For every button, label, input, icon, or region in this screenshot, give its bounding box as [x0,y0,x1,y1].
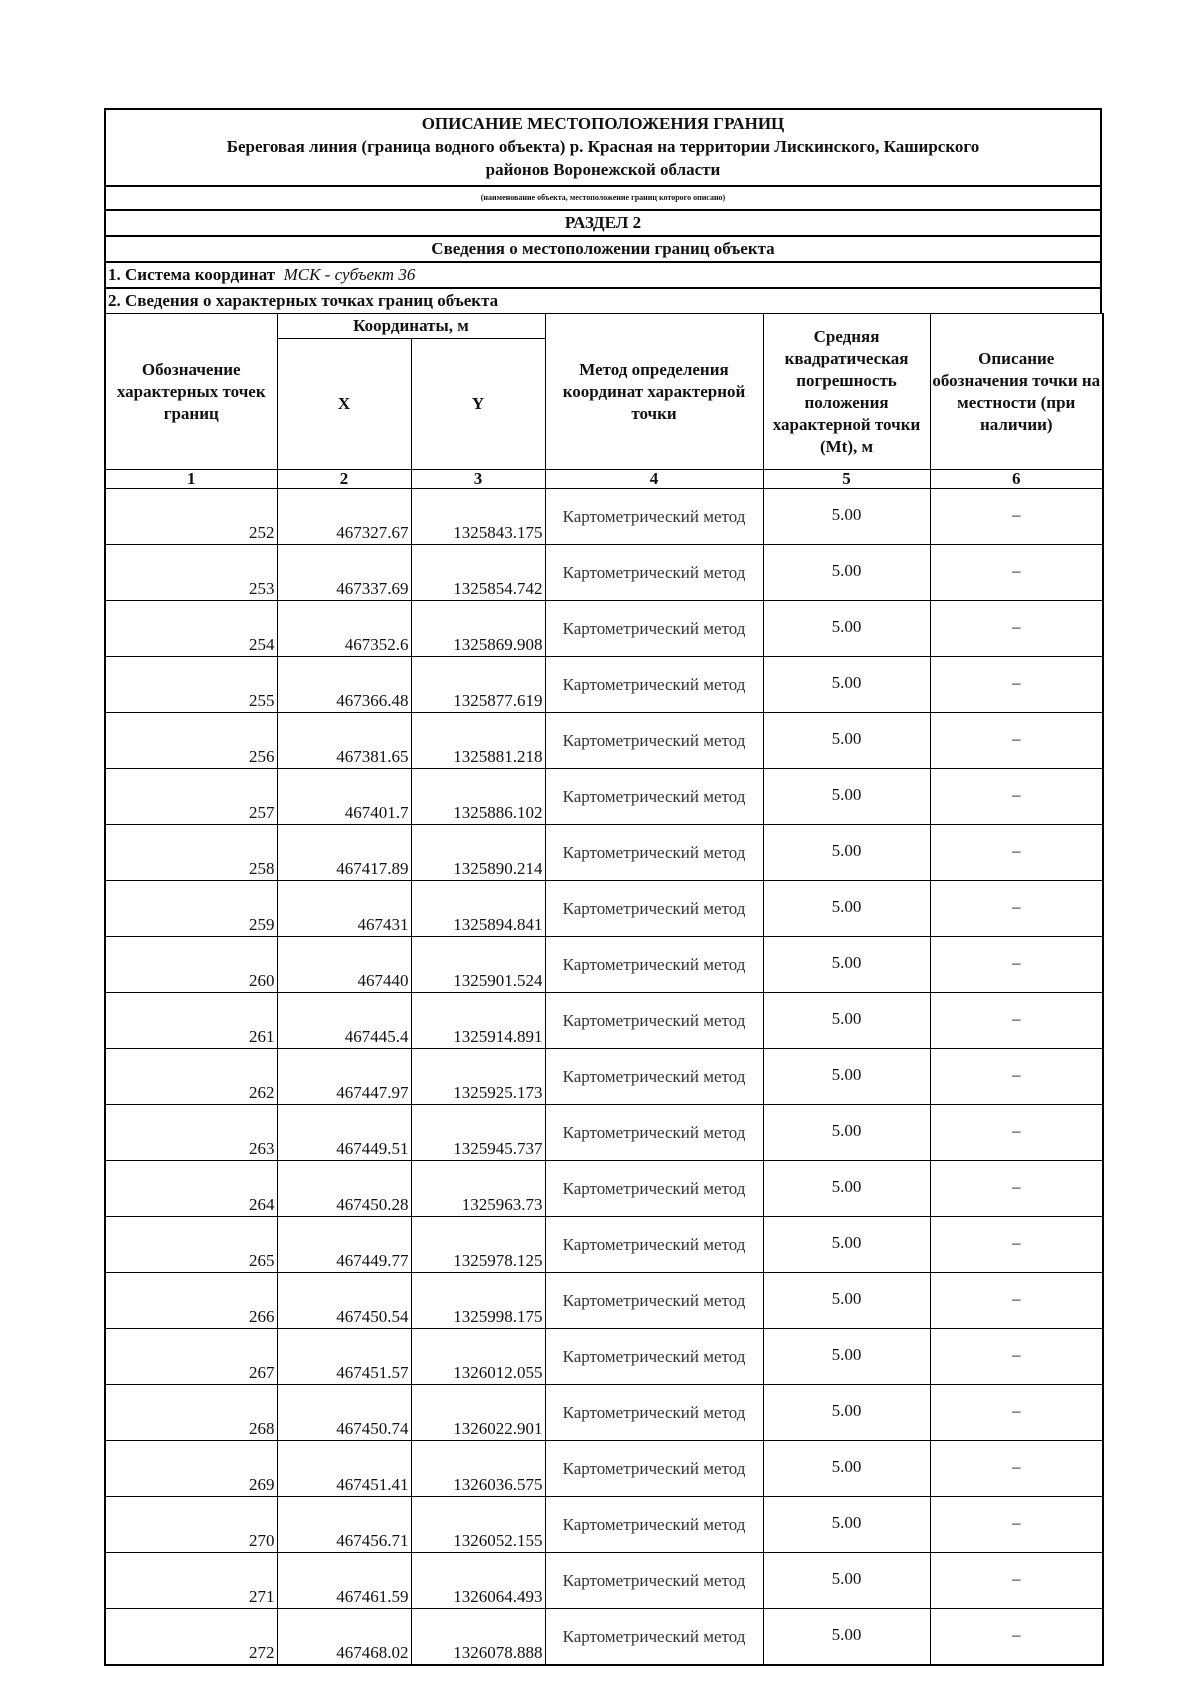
y-coordinate-cell: 1325963.73 [411,1161,545,1217]
column-number: 6 [930,470,1103,489]
point-number-cell: 262 [105,1049,277,1105]
mean-error-cell: 5.00 [763,1105,930,1161]
mean-error-cell: 5.00 [763,1329,930,1385]
method-cell: Картометрический метод [545,993,763,1049]
description-cell: – [930,489,1103,545]
x-coordinate-cell: 467401.7 [277,769,411,825]
method-cell: Картометрический метод [545,601,763,657]
description-cell: – [930,713,1103,769]
header-y: Y [411,339,545,470]
point-number-cell: 269 [105,1441,277,1497]
boundary-description-document [104,108,1102,1666]
y-coordinate-cell: 1325945.737 [411,1105,545,1161]
point-number-cell: 253 [105,545,277,601]
point-number-cell: 258 [105,825,277,881]
mean-error-cell: 5.00 [763,657,930,713]
header-coordinates: Координаты, м [277,314,545,339]
point-number-cell: 259 [105,881,277,937]
y-coordinate-cell: 1326064.493 [411,1553,545,1609]
method-cell: Картометрический метод [545,769,763,825]
table-row [105,993,1103,1049]
method-cell: Картометрический метод [545,1105,763,1161]
x-coordinate-cell: 467450.54 [277,1273,411,1329]
x-coordinate-cell: 467327.67 [277,489,411,545]
table-row [105,1273,1103,1329]
mean-error-cell: 5.00 [763,769,930,825]
mean-error-cell: 5.00 [763,937,930,993]
boundary-points-table [104,313,1104,1666]
x-coordinate-cell: 467449.51 [277,1105,411,1161]
description-cell: – [930,1161,1103,1217]
description-cell: – [930,601,1103,657]
mean-error-cell: 5.00 [763,1609,930,1666]
mean-error-cell: 5.00 [763,545,930,601]
x-coordinate-cell: 467450.74 [277,1385,411,1441]
mean-error-cell: 5.00 [763,1161,930,1217]
column-number-row [105,470,1103,489]
column-number: 5 [763,470,930,489]
x-coordinate-cell: 467461.59 [277,1553,411,1609]
method-cell: Картометрический метод [545,1049,763,1105]
y-coordinate-cell: 1326022.901 [411,1385,545,1441]
table-row [105,769,1103,825]
x-coordinate-cell: 467366.48 [277,657,411,713]
method-cell: Картометрический метод [545,1497,763,1553]
header-method: Метод определения координат характерной точки [545,314,763,470]
document-header [104,108,1102,313]
point-number-cell: 264 [105,1161,277,1217]
table-row [105,657,1103,713]
header-x: X [277,339,411,470]
table-row [105,1329,1103,1385]
table-row [105,1161,1103,1217]
method-cell: Картометрический метод [545,937,763,993]
description-cell: – [930,825,1103,881]
column-number: 2 [277,470,411,489]
mean-error-cell: 5.00 [763,993,930,1049]
table-row [105,1385,1103,1441]
x-coordinate-cell: 467431 [277,881,411,937]
section-title: Сведения о местоположении границ объекта [106,237,1100,263]
y-coordinate-cell: 1325894.841 [411,881,545,937]
description-cell: – [930,993,1103,1049]
table-row [105,881,1103,937]
y-coordinate-cell: 1325854.742 [411,545,545,601]
description-cell: – [930,1329,1103,1385]
table-row [105,825,1103,881]
method-cell: Картометрический метод [545,657,763,713]
table-row [105,1609,1103,1666]
description-cell: – [930,657,1103,713]
method-cell: Картометрический метод [545,1329,763,1385]
mean-error-cell: 5.00 [763,1217,930,1273]
table-row [105,1553,1103,1609]
point-number-cell: 268 [105,1385,277,1441]
y-coordinate-cell: 1325843.175 [411,489,545,545]
y-coordinate-cell: 1325881.218 [411,713,545,769]
description-cell: – [930,1553,1103,1609]
point-number-cell: 271 [105,1553,277,1609]
description-cell: – [930,937,1103,993]
method-cell: Картометрический метод [545,1441,763,1497]
x-coordinate-cell: 467417.89 [277,825,411,881]
column-number: 3 [411,470,545,489]
x-coordinate-cell: 467451.41 [277,1441,411,1497]
y-coordinate-cell: 1325886.102 [411,769,545,825]
mean-error-cell: 5.00 [763,1497,930,1553]
table-row [105,1049,1103,1105]
x-coordinate-cell: 467440 [277,937,411,993]
object-caption: (наименование объекта, местоположение границ которого описано) [106,187,1100,211]
column-number: 4 [545,470,763,489]
mean-error-cell: 5.00 [763,601,930,657]
table-row [105,713,1103,769]
point-number-cell: 267 [105,1329,277,1385]
x-coordinate-cell: 467337.69 [277,545,411,601]
coordinate-system-label: 1. Система координат [108,265,276,284]
description-cell: – [930,1105,1103,1161]
y-coordinate-cell: 1325914.891 [411,993,545,1049]
table-body [105,489,1103,1666]
point-number-cell: 256 [105,713,277,769]
document-title: ОПИСАНИЕ МЕСТОПОЛОЖЕНИЯ ГРАНИЦ [421,114,785,133]
method-cell: Картометрический метод [545,1385,763,1441]
mean-error-cell: 5.00 [763,1385,930,1441]
point-number-cell: 272 [105,1609,277,1666]
description-cell: – [930,1049,1103,1105]
mean-error-cell: 5.00 [763,1273,930,1329]
point-number-cell: 261 [105,993,277,1049]
title-block [106,110,1100,187]
description-cell: – [930,1497,1103,1553]
y-coordinate-cell: 1325869.908 [411,601,545,657]
point-number-cell: 263 [105,1105,277,1161]
table-row [105,937,1103,993]
y-coordinate-cell: 1325998.175 [411,1273,545,1329]
y-coordinate-cell: 1325978.125 [411,1217,545,1273]
point-number-cell: 255 [105,657,277,713]
y-coordinate-cell: 1326078.888 [411,1609,545,1666]
table-row [105,489,1103,545]
x-coordinate-cell: 467456.71 [277,1497,411,1553]
y-coordinate-cell: 1325925.173 [411,1049,545,1105]
table-row [105,545,1103,601]
point-number-cell: 257 [105,769,277,825]
y-coordinate-cell: 1325901.524 [411,937,545,993]
method-cell: Картометрический метод [545,713,763,769]
point-number-cell: 260 [105,937,277,993]
method-cell: Картометрический метод [545,1553,763,1609]
y-coordinate-cell: 1326012.055 [411,1329,545,1385]
header-point-designation: Обозначение характерных точек границ [105,314,277,470]
table-row [105,1497,1103,1553]
mean-error-cell: 5.00 [763,825,930,881]
description-cell: – [930,1273,1103,1329]
description-cell: – [930,769,1103,825]
x-coordinate-cell: 467352.6 [277,601,411,657]
mean-error-cell: 5.00 [763,1441,930,1497]
document-subtitle-line-1: Береговая линия (граница водного объекта) р. Красная на территории Лискинского, Каширского [226,137,980,156]
mean-error-cell: 5.00 [763,713,930,769]
description-cell: – [930,1217,1103,1273]
x-coordinate-cell: 467451.57 [277,1329,411,1385]
y-coordinate-cell: 1326036.575 [411,1441,545,1497]
point-number-cell: 266 [105,1273,277,1329]
x-coordinate-cell: 467450.28 [277,1161,411,1217]
y-coordinate-cell: 1325890.214 [411,825,545,881]
table-row [105,1217,1103,1273]
header-point-description: Описание обозначения точки на местности (при наличии) [930,314,1103,470]
mean-error-cell: 5.00 [763,489,930,545]
method-cell: Картометрический метод [545,1161,763,1217]
method-cell: Картометрический метод [545,1609,763,1666]
point-number-cell: 252 [105,489,277,545]
coordinate-system-line [106,263,1100,289]
x-coordinate-cell: 467468.02 [277,1609,411,1666]
section-number: РАЗДЕЛ 2 [106,211,1100,237]
table-row [105,1105,1103,1161]
description-cell: – [930,545,1103,601]
x-coordinate-cell: 467449.77 [277,1217,411,1273]
document-subtitle-line-2: районов Воронежской области [485,160,721,179]
method-cell: Картометрический метод [545,881,763,937]
method-cell: Картометрический метод [545,1273,763,1329]
points-section-label: 2. Сведения о характерных точках границ объекта [108,291,499,310]
method-cell: Картометрический метод [545,489,763,545]
table-row [105,601,1103,657]
coordinate-system-value: МСК - субъект 36 [283,265,416,284]
description-cell: – [930,1609,1103,1666]
method-cell: Картометрический метод [545,825,763,881]
y-coordinate-cell: 1325877.619 [411,657,545,713]
x-coordinate-cell: 467447.97 [277,1049,411,1105]
description-cell: – [930,1441,1103,1497]
column-number: 1 [105,470,277,489]
description-cell: – [930,881,1103,937]
point-number-cell: 265 [105,1217,277,1273]
x-coordinate-cell: 467445.4 [277,993,411,1049]
x-coordinate-cell: 467381.65 [277,713,411,769]
description-cell: – [930,1385,1103,1441]
mean-error-cell: 5.00 [763,881,930,937]
method-cell: Картометрический метод [545,545,763,601]
point-number-cell: 254 [105,601,277,657]
table-row [105,1441,1103,1497]
mean-error-cell: 5.00 [763,1553,930,1609]
header-mean-error: Средняя квадратическая погрешность положения характерной точки (Mt), м [763,314,930,470]
method-cell: Картометрический метод [545,1217,763,1273]
mean-error-cell: 5.00 [763,1049,930,1105]
y-coordinate-cell: 1326052.155 [411,1497,545,1553]
point-number-cell: 270 [105,1497,277,1553]
